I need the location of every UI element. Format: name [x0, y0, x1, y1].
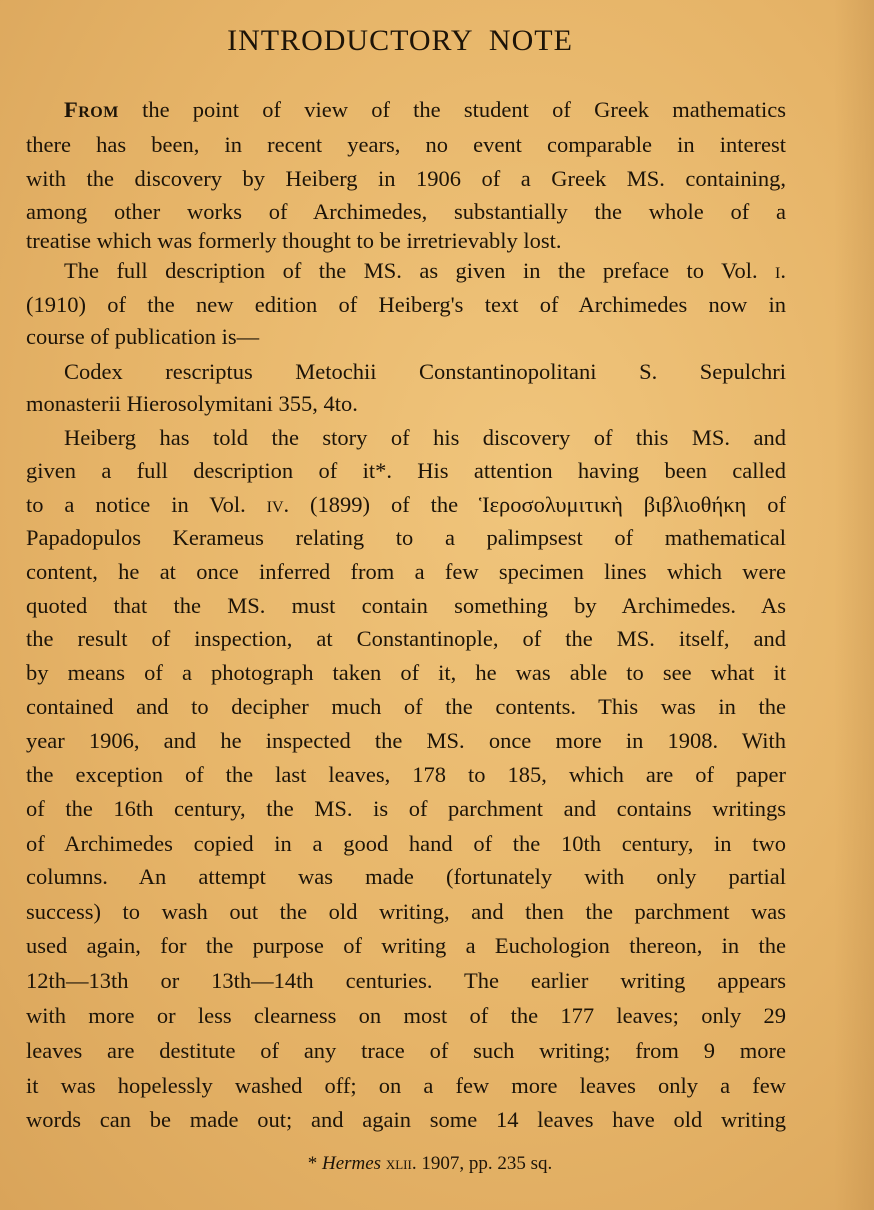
text-line: course of publication is—	[26, 324, 260, 349]
footnote-marker: *	[307, 1153, 322, 1174]
text-line: of the 16th century, the MS. is of parchment and contains writings	[26, 796, 786, 821]
page-title: INTRODUCTORY NOTE	[227, 24, 573, 57]
text-line: there has been, in recent years, no event comparable in interest	[26, 132, 786, 157]
footnote-volume: xlii.	[381, 1153, 417, 1174]
text-line: used again, for the purpose of writing a Euchologion thereon, in the	[26, 933, 786, 958]
text-line: of Archimedes copied in a good hand of the 10th century, in two	[26, 831, 786, 856]
footnote-journal: Hermes	[321, 1153, 382, 1174]
text-line: with more or less clearness on most of the 177 leaves; only 29	[26, 1003, 786, 1028]
text-line: it was hopelessly washed off; on a few more leaves only a few	[26, 1073, 786, 1098]
text-line: (1910) of the new edition of Heiberg's text of Archimedes now in	[26, 292, 786, 317]
text-line: content, he at once inferred from a few specimen lines which were	[26, 559, 786, 584]
text-line: leaves are destitute of any trace of such writing; from 9 more	[26, 1038, 786, 1063]
text-line	[26, 490, 786, 520]
text-line: treatise which was formerly thought to be irretrievably lost.	[26, 228, 562, 253]
text-fragment: to a notice in Vol.	[26, 492, 267, 517]
text-line: success) to wash out the old writing, and then the parchment was	[26, 899, 786, 924]
volume-number: i.	[775, 258, 786, 283]
text-fragment: the point of view of the student of Greek mathematics	[118, 97, 786, 122]
text-line: Papadopulos Kerameus relating to a palimpsest of mathematical	[26, 525, 786, 550]
text-line: the result of inspection, at Constantinople, of the MS. itself, and	[26, 626, 786, 651]
page-edge-shadow	[834, 0, 874, 1210]
text-line: monasterii Hierosolymitani 355, 4to.	[26, 391, 358, 416]
text-line	[26, 95, 786, 125]
text-line: columns. An attempt was made (fortunately with only partial	[26, 864, 786, 889]
text-line: given a full description of it*. His attention having been called	[26, 458, 786, 483]
text-fragment: The full description of the MS. as given in the preface to Vol.	[64, 258, 776, 283]
text-line: the exception of the last leaves, 178 to 185, which are of paper	[26, 762, 786, 787]
text-line: contained and to decipher much of the contents. This was in the	[26, 694, 786, 719]
footnote	[0, 1153, 860, 1175]
text-line: quoted that the MS. must contain something by Archimedes. As	[26, 593, 786, 618]
volume-number: iv.	[266, 492, 290, 517]
lead-word: From	[64, 97, 119, 122]
text-fragment: (1899) of the Ἱεροσολυμιτικὴ βιβλιοθήκη of	[289, 492, 786, 517]
footnote-citation: 1907, pp. 235 sq.	[416, 1153, 553, 1174]
text-line	[26, 256, 786, 286]
text-line: words can be made out; and again some 14 leaves have old writing	[26, 1107, 786, 1132]
text-line: 12th—13th or 13th—14th centuries. The earlier writing appears	[26, 968, 786, 993]
text-line: Heiberg has told the story of his discovery of this MS. and	[64, 425, 786, 450]
text-line: with the discovery by Heiberg in 1906 of a Greek MS. containing,	[26, 166, 786, 191]
text-line: year 1906, and he inspected the MS. once more in 1908. With	[26, 728, 786, 753]
text-line: among other works of Archimedes, substantially the whole of a	[26, 199, 786, 224]
text-line: Codex rescriptus Metochii Constantinopolitani S. Sepulchri	[64, 359, 786, 384]
text-line: by means of a photograph taken of it, he was able to see what it	[26, 660, 786, 685]
